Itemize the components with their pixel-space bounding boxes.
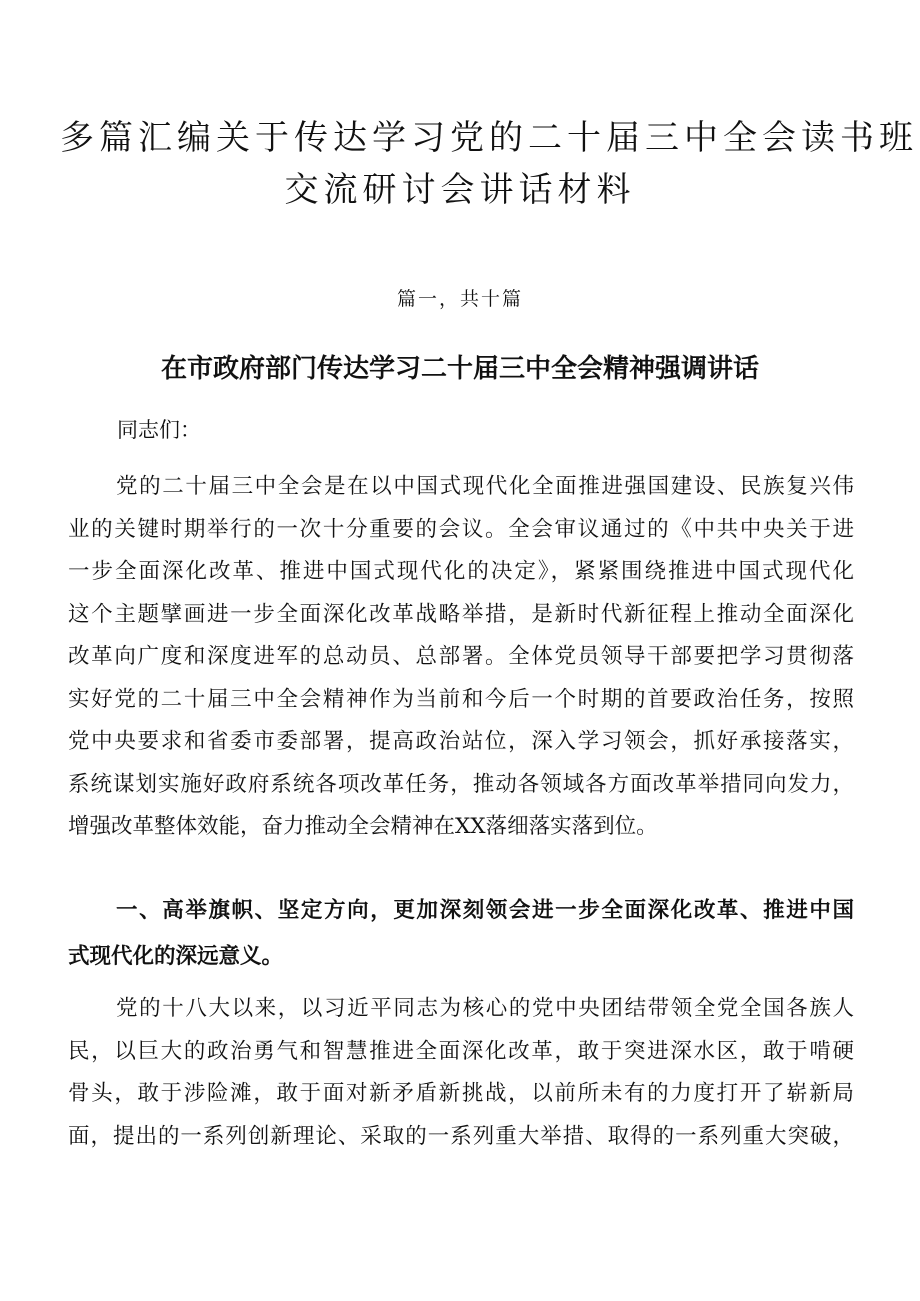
document-title-line-1: 多篇汇编关于传达学习党的二十届三中全会读书班 xyxy=(60,118,918,158)
paragraph-1-line: 业的关键时期举行的一次十分重要的会议。全会审议通过的《中共中央关于进 xyxy=(68,516,854,542)
paragraph-1-line: 系统谋划实施好政府系统各项改革任务，推动各领域各方面改革举措同向发力， xyxy=(68,771,854,797)
section-heading-1 xyxy=(68,888,854,980)
paragraph-2-line: 民，以巨大的政治勇气和智慧推进全面深化改革，敢于突进深水区，敢于啃硬 xyxy=(68,1038,854,1064)
section-heading-1-line: 式现代化的深远意义。 xyxy=(68,944,284,969)
paragraph-2-line: 党的十八大以来，以习近平同志为核心的党中央团结带领全党全国各族人 xyxy=(116,996,854,1021)
paragraph-2-line: 面，提出的一系列创新理论、采取的一系列重大举措、取得的一系列重大突破， xyxy=(68,1123,854,1149)
paragraph-1-line: 一步全面深化改革、推进中国式现代化的决定》，紧紧围绕推进中国式现代化 xyxy=(68,559,854,584)
paragraph-1-line: 党中央要求和省委市委部署，提高政治站位，深入学习领会，抓好承接落实， xyxy=(68,729,854,754)
paragraph-1-line: 党的二十届三中全会是在以中国式现代化全面推进强国建设、民族复兴伟 xyxy=(116,474,854,499)
document-title-line-2: 交流研讨会讲话材料 xyxy=(284,170,636,210)
paragraph-2-line: 骨头，敢于涉险滩，敢于面对新矛盾新挑战，以前所未有的力度打开了崭新局 xyxy=(68,1081,854,1106)
speech-title: 在市政府部门传达学习二十届三中全会精神强调讲话 xyxy=(160,354,759,384)
salutation: 同志们： xyxy=(117,418,201,442)
paragraph-2 xyxy=(68,988,854,1158)
paragraph-1-line: 改革向广度和深度进军的总动员、总部署。全体党员领导干部要把学习贯彻落 xyxy=(68,644,854,669)
paragraph-1-line: 增强改革整体效能，奋力推动全会精神在XX落细落实落到位。 xyxy=(68,814,658,839)
section-heading-1-line: 一、高举旗帜、坚定方向，更加深刻领会进一步全面深化改革、推进中国 xyxy=(116,898,854,923)
part-label: 篇一，共十篇 xyxy=(396,288,523,310)
paragraph-1 xyxy=(68,466,854,849)
paragraph-1-line: 实好党的二十届三中全会精神作为当前和今后一个时期的首要政治任务，按照 xyxy=(68,686,854,712)
document-title xyxy=(60,112,918,216)
paragraph-1-line: 这个主题擘画进一步全面深化改革战略举措，是新时代新征程上推动全面深化 xyxy=(68,601,854,627)
